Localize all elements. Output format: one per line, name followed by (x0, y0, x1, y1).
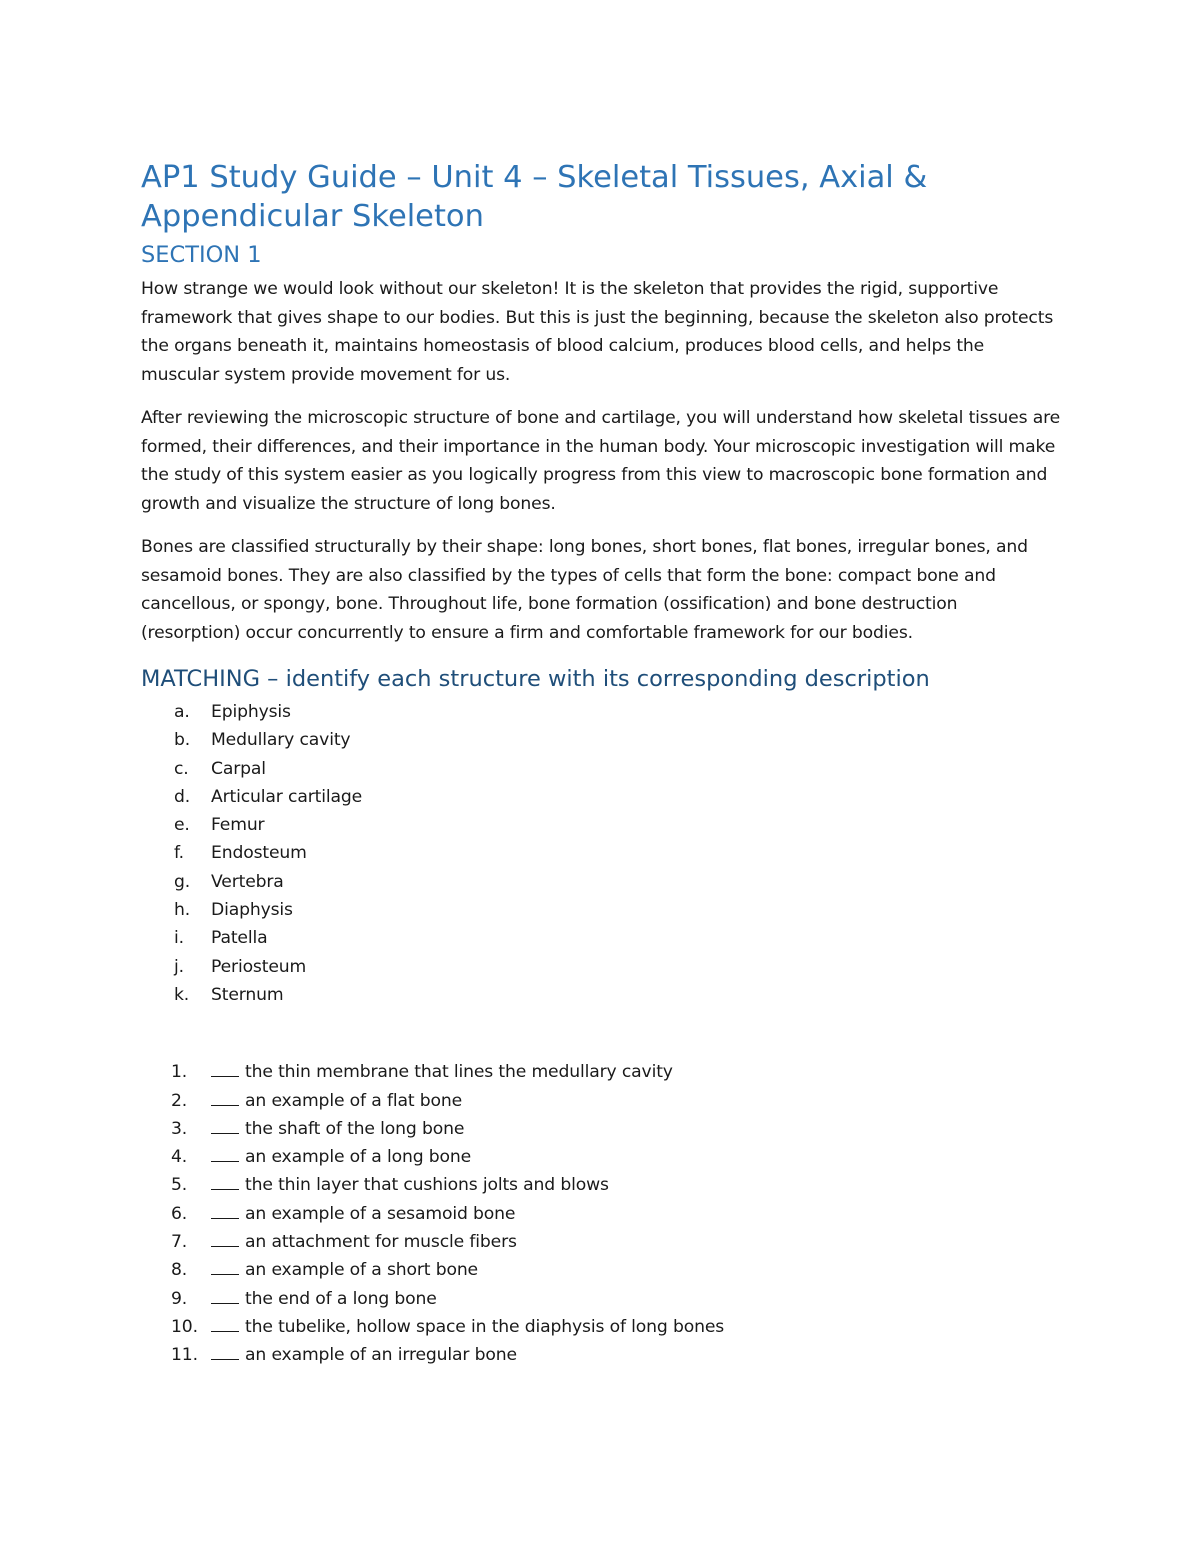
term-text: Vertebra (211, 871, 284, 892)
term-item (141, 755, 1061, 783)
term-letter: f. (174, 843, 184, 864)
term-item (141, 981, 1061, 1009)
term-item (141, 811, 1061, 839)
description-number: 1. (171, 1062, 188, 1083)
term-item (141, 896, 1061, 924)
term-text: Femur (211, 815, 265, 836)
description-number: 9. (171, 1288, 188, 1309)
answer-blank[interactable] (211, 1058, 239, 1077)
description-item (141, 1087, 1061, 1115)
term-item (141, 924, 1061, 952)
answer-blank[interactable] (211, 1341, 239, 1360)
term-letter: k. (174, 984, 190, 1005)
description-number: 7. (171, 1232, 188, 1253)
term-letter: e. (174, 815, 190, 836)
term-letter: h. (174, 900, 191, 921)
term-text: Medullary cavity (211, 730, 351, 751)
description-number: 6. (171, 1203, 188, 1224)
term-letter: j. (174, 956, 184, 977)
term-letter: d. (174, 786, 191, 807)
description-item (141, 1228, 1061, 1256)
answer-blank[interactable] (211, 1171, 239, 1190)
term-list (141, 698, 1061, 1009)
term-letter: i. (174, 928, 184, 949)
answer-blank[interactable] (211, 1115, 239, 1134)
description-number: 8. (171, 1260, 188, 1281)
description-text: the tubelike, hollow space in the diaphysis of long bones (245, 1316, 725, 1337)
term-letter: g. (174, 871, 191, 892)
term-text: Patella (211, 928, 268, 949)
page-title: AP1 Study Guide – Unit 4 – Skeletal Tissues, Axial & Appendicular Skeleton (141, 160, 928, 234)
description-text: an example of a sesamoid bone (245, 1203, 516, 1224)
term-text: Articular cartilage (211, 786, 363, 807)
matching-heading: MATCHING – identify each structure with its corresponding description (141, 666, 930, 692)
description-item (141, 1256, 1061, 1284)
description-text: an example of an irregular bone (245, 1345, 517, 1366)
microscopic-paragraph: After reviewing the microscopic structure of bone and cartilage, you will understand how skeletal tissues are formed, their differences, and their importance in the human body. Your microscopic investigation will make the study of this system easier as you logically progress from this view to macroscopic bone formation and growth and visualize the structure of long bones. (141, 408, 1061, 514)
description-text: an example of a short bone (245, 1260, 478, 1281)
description-number: 10. (171, 1316, 198, 1337)
description-item (141, 1313, 1061, 1341)
description-text: the shaft of the long bone (245, 1118, 465, 1139)
term-text: Sternum (211, 984, 284, 1005)
description-text: the thin membrane that lines the medullary cavity (245, 1062, 673, 1083)
term-item (141, 839, 1061, 867)
description-text: the end of a long bone (245, 1288, 437, 1309)
term-item (141, 726, 1061, 754)
intro-paragraph: How strange we would look without our skeleton! It is the skeleton that provides the rigid, supportive framework that gives shape to our bodies. But this is just the beginning, because the skeleton also protects the organs beneath it, maintains homeostasis of blood calcium, produces blood cells, and helps the muscular system provide movement for us. (141, 279, 1054, 385)
description-text: an example of a flat bone (245, 1090, 463, 1111)
description-item (141, 1171, 1061, 1199)
term-text: Carpal (211, 758, 266, 779)
description-item (141, 1143, 1061, 1171)
description-text: the thin layer that cushions jolts and blows (245, 1175, 609, 1196)
answer-blank[interactable] (211, 1256, 239, 1275)
description-number: 3. (171, 1118, 188, 1139)
term-text: Epiphysis (211, 702, 291, 722)
description-item (141, 1115, 1061, 1143)
answer-blank[interactable] (211, 1228, 239, 1247)
answer-blank[interactable] (211, 1313, 239, 1332)
term-item (141, 868, 1061, 896)
description-text: an attachment for muscle fibers (245, 1232, 517, 1253)
term-item (141, 953, 1061, 981)
description-item (141, 1341, 1061, 1369)
term-letter: a. (174, 702, 190, 722)
term-text: Periosteum (211, 956, 307, 977)
term-text: Endosteum (211, 843, 307, 864)
classification-paragraph: Bones are classified structurally by their shape: long bones, short bones, flat bones, irregular bones, and sesamoid bones. They are also classified by the types of cells that form the bone: compact bone and cancellous, or spongy, bone. Throughout life, bone formation (ossification) and bone destruction (resorption) occur concurrently to ensure a firm and comfortable framework for our bodies. (141, 537, 1028, 643)
term-letter: b. (174, 730, 191, 751)
answer-blank[interactable] (211, 1087, 239, 1106)
description-text: an example of a long bone (245, 1147, 472, 1168)
term-item (141, 783, 1061, 811)
section-heading: SECTION 1 (141, 242, 262, 268)
answer-blank[interactable] (211, 1143, 239, 1162)
answer-blank[interactable] (211, 1285, 239, 1304)
description-number: 4. (171, 1147, 188, 1168)
description-number: 5. (171, 1175, 188, 1196)
term-letter: c. (174, 758, 189, 779)
description-item (141, 1285, 1061, 1313)
description-number: 11. (171, 1345, 198, 1366)
term-text: Diaphysis (211, 900, 293, 921)
description-list (141, 1058, 1061, 1369)
description-item (141, 1058, 1061, 1086)
term-item (141, 698, 1061, 726)
answer-blank[interactable] (211, 1200, 239, 1219)
description-number: 2. (171, 1090, 188, 1111)
document-page (141, 158, 1061, 1370)
description-item (141, 1200, 1061, 1228)
